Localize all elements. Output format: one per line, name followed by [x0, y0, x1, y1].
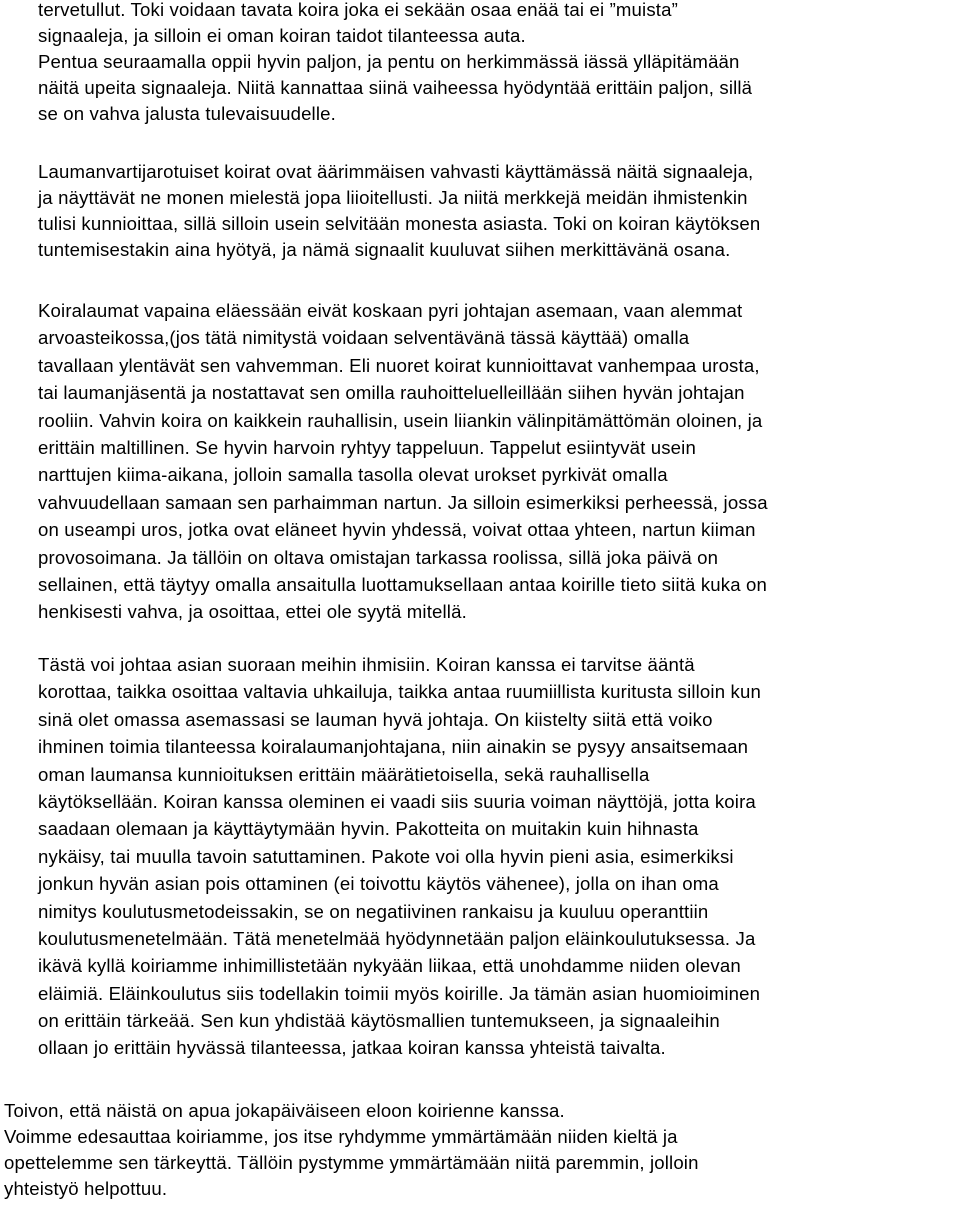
text-line: koulutusmenetelmään. Tätä menetelmää hyödynnetään paljon eläinkoulutuksessa. Ja — [38, 927, 756, 949]
text-line: erittäin maltillinen. Se hyvin harvoin ryhtyy tappeluun. Tappelut esiintyvät usein — [38, 436, 696, 458]
text-line: arvoasteikossa,(jos tätä nimitystä voidaan selventävänä tässä käyttää) omalla — [38, 327, 690, 349]
paragraph-human-leadership — [38, 651, 958, 1062]
text-line: Toivon, että näistä on apua jokapäiväiseen eloon koirienne kanssa. — [4, 1100, 565, 1121]
text-line: tulisi kunnioittaa, sillä silloin usein selvitään monesta asiasta. Toki on koiran käytöksen — [38, 213, 761, 234]
paragraph-pack-hierarchy — [38, 297, 958, 626]
text-line: jonkun hyvän asian pois ottaminen (ei toivottu käytös vähenee), jolla on ihan oma — [38, 873, 719, 895]
text-line: Laumanvartijarotuiset koirat ovat äärimmäisen vahvasti käyttämässä näitä signaaleja, — [38, 161, 754, 182]
paragraph-guardian-breeds — [38, 159, 958, 263]
text-line: korottaa, taikka osoittaa valtavia uhkailuja, taikka antaa ruumiillista kuritusta silloin kun — [38, 681, 761, 703]
text-line: vahvuudellaan samaan sen parhaimman nartun. Ja silloin esimerkiksi perheessä, jossa — [38, 491, 768, 513]
text-line: saadaan olemaan ja käyttäytymään hyvin. Pakotteita on muitakin kuin hihnasta — [38, 818, 699, 840]
text-line: tuntemisestakin aina hyötyä, ja nämä signaalit kuuluvat siihen merkittävänä osana. — [38, 239, 731, 260]
text-line: on useampi uros, jotka ovat eläneet hyvin yhdessä, voivat ottaa yhteen, nartun kiiman — [38, 519, 756, 541]
text-line: rooliin. Vahvin koira on kaikkein rauhallisin, usein liiankin välinpitämättömän oloinen, ja — [38, 409, 763, 431]
text-line: tai laumanjäsentä ja nostattavat sen omilla rauhoitteluelleillään siihen hyvän johtajan — [38, 382, 745, 404]
text-line: Koiralaumat vapaina eläessään eivät koskaan pyri johtajan asemaan, vaan alemmat — [38, 300, 743, 321]
text-line: sinä olet omassa asemassasi se lauman hyvä johtaja. On kiistelty siitä että voiko — [38, 708, 713, 730]
paragraph-closing — [4, 1098, 924, 1202]
text-line: Tästä voi johtaa asian suoraan meihin ihmisiin. Koiran kanssa ei tarvitse ääntä — [38, 654, 695, 675]
text-line: eläimiä. Eläinkoulutus siis todellakin toimii myös koirille. Ja tämän asian huomioiminen — [38, 982, 761, 1004]
text-line: se on vahva jalusta tulevaisuudelle. — [38, 103, 336, 124]
text-line: on erittäin tärkeää. Sen kun yhdistää käytösmallien tuntemukseen, ja signaaleihin — [38, 1010, 720, 1032]
text-line: tavallaan ylentävät sen vahvemman. Eli nuoret koirat kunnioittavat vanhempaa urosta, — [38, 354, 760, 376]
text-line: sellainen, että täytyy omalla ansaitulla luottamuksellaan antaa koirille tieto siitä kuka on — [38, 573, 768, 595]
text-line: Voimme edesauttaa koiriamme, jos itse ryhdymme ymmärtämään niiden kieltä ja — [4, 1126, 678, 1147]
text-line: ollaan jo erittäin hyvässä tilanteessa, jatkaa koiran kanssa yhteistä taivalta. — [38, 1037, 666, 1059]
text-line: nimitys koulutusmetodeissakin, se on negatiivinen rankaisu ja kuuluu operanttiin — [38, 900, 709, 922]
text-line: signaaleja, ja silloin ei oman koiran taidot tilanteessa auta. — [38, 25, 526, 46]
text-line: nykäisy, tai muulla tavoin satuttaminen. Pakote voi olla hyvin pieni asia, esimerkiksi — [38, 845, 734, 867]
text-line: narttujen kiima-aikana, jolloin samalla tasolla olevat urokset pyrkivät omalla — [38, 464, 668, 486]
text-line: ikävä kyllä koiriamme inhimillistetään nykyään liikaa, että unohdamme niiden olevan — [38, 955, 741, 977]
text-line: ja näyttävät ne monen mielestä jopa liioitellusti. Ja niitä merkkejä meidän ihmistenkin — [38, 187, 748, 208]
text-line: tervetullut. Toki voidaan tavata koira joka ei sekään osaa enää tai ei ”muista” — [38, 0, 678, 20]
text-line: henkisesti vahva, ja osoittaa, ettei ole syytä mitellä. — [38, 601, 467, 623]
text-line: näitä upeita signaaleja. Niitä kannattaa siinä vaiheessa hyödyntää erittäin paljon, sillä — [38, 77, 753, 98]
text-line: provosoimana. Ja tällöin on oltava omistajan tarkassa roolissa, sillä joka päivä on — [38, 546, 719, 568]
text-line: opettelemme sen tärkeyttä. Tällöin pystymme ymmärtämään niitä paremmin, jolloin — [4, 1152, 699, 1173]
text-line: ihminen toimia tilanteessa koiralaumanjohtajana, niin ainakin se pysyy ansaitsemaan — [38, 736, 749, 758]
text-line: yhteistyö helpottuu. — [4, 1178, 168, 1199]
paragraph-signals-intro — [38, 0, 958, 127]
text-line: Pentua seuraamalla oppii hyvin paljon, ja pentu on herkimmässä iässä ylläpitämään — [38, 51, 740, 72]
text-line: oman laumansa kunnioituksen erittäin määrätietoisella, sekä rauhallisella — [38, 763, 650, 785]
text-line: käytöksellään. Koiran kanssa oleminen ei vaadi siis suuria voiman näyttöjä, jotta koira — [38, 790, 756, 812]
